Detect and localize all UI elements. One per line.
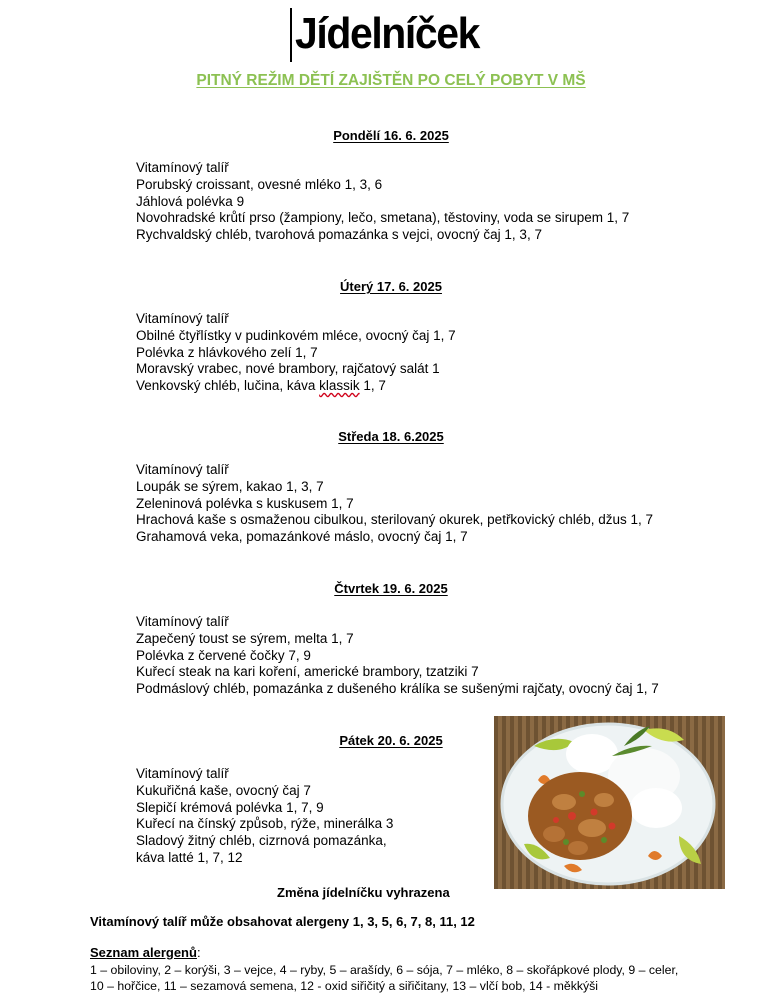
meals-monday xyxy=(136,160,629,244)
allergen-list-line: 1 – obiloviny, 2 – korýši, 3 – vejce, 4 – ryby, 5 – arašídy, 6 – sója, 7 – mléko, 8 – skořápkové plody, 9 – celer, xyxy=(90,963,679,977)
meal-item: Porubský croissant, ovesné mléko 1, 3, 6 xyxy=(136,176,383,192)
meal-item: Moravský vrabec, nové brambory, rajčatový salát 1 xyxy=(136,361,440,377)
meals-wednesday xyxy=(136,462,653,546)
meal-item: Vitamínový talíř xyxy=(136,311,229,326)
meal-item: Slepičí krémová polévka 1, 7, 9 xyxy=(136,799,324,815)
day-heading-wednesday: Středa 18. 6.2025 xyxy=(338,429,444,444)
meal-item: Hrachová kaše s osmaženou cibulkou, sterilovaný okurek, petřkovický chléb, džus 1, 7 xyxy=(136,512,654,528)
spellcheck-marked-word: klassik xyxy=(319,378,360,394)
meal-item: Kukuřičná kaše, ovocný čaj 7 xyxy=(136,782,311,798)
meal-item: Zapečený toust se sýrem, melta 1, 7 xyxy=(136,630,354,646)
meal-item: Vitamínový talíř xyxy=(136,160,229,175)
meal-text: Venkovský chléb, lučina, káva xyxy=(136,378,320,394)
meal-item: Vitamínový talíř xyxy=(136,766,229,781)
meal-item: Novohradské krůtí prso (žampiony, lečo, smetana), těstoviny, voda se sirupem 1, 7 xyxy=(136,210,630,226)
allergen-list-title: Seznam alergenů xyxy=(90,945,197,960)
day-heading-friday: Pátek 20. 6. 2025 xyxy=(339,733,443,748)
meal-item: Vitamínový talíř xyxy=(136,614,229,629)
text-cursor xyxy=(290,8,292,62)
meals-friday xyxy=(136,766,393,867)
food-photo xyxy=(494,716,725,889)
day-heading-thursday: Čtvrtek 19. 6. 2025 xyxy=(334,581,448,596)
day-heading-tuesday: Úterý 17. 6. 2025 xyxy=(340,279,442,294)
drinking-regime-notice: PITNÝ REŽIM DĚTÍ ZAJIŠTĚN PO CELÝ POBYT V MŠ xyxy=(196,72,586,89)
page-title: Jídelníček xyxy=(295,9,479,58)
allergen-list-heading xyxy=(90,945,201,960)
meals-thursday xyxy=(136,614,659,698)
meal-item: Kuřecí steak na kari koření, americké brambory, tzatziki 7 xyxy=(136,664,479,680)
meals-tuesday xyxy=(136,311,456,395)
day-heading-monday: Pondělí 16. 6. 2025 xyxy=(333,128,449,143)
meal-item: Polévka z hlávkového zelí 1, 7 xyxy=(136,344,318,360)
meal-item: Polévka z červené čočky 7, 9 xyxy=(136,647,311,663)
meal-item: Vitamínový talíř xyxy=(136,462,229,477)
allergen-list-colon: : xyxy=(196,945,201,960)
meal-item: Podmáslový chléb, pomazánka z dušeného králíka se sušenými rajčaty, ovocný čaj 1, 7 xyxy=(136,681,659,697)
meal-item: Grahamová veka, pomazánkové máslo, ovocný čaj 1, 7 xyxy=(136,529,468,545)
menu-change-note: Změna jídelníčku vyhrazena xyxy=(277,885,450,900)
meal-item: Obilné čtyřlístky v pudinkovém mléce, ovocný čaj 1, 7 xyxy=(136,327,456,343)
meal-item: Kuřecí na čínský způsob, rýže, minerálka 3 xyxy=(136,816,394,832)
meal-item: Jáhlová polévka 9 xyxy=(136,193,245,209)
meal-text: 1, 7 xyxy=(359,378,386,394)
meal-item: Zeleninová polévka s kuskusem 1, 7 xyxy=(136,495,354,511)
meal-item: káva latté 1, 7, 12 xyxy=(136,849,243,865)
allergen-list-line: 10 – hořčice, 11 – sezamová semena, 12 - oxid siřičitý a siřičitany, 13 – vlčí bob, 14 - měkkýši xyxy=(90,979,599,993)
meal-item: Loupák se sýrem, kakao 1, 3, 7 xyxy=(136,478,324,494)
meal-item xyxy=(136,378,456,395)
meal-item: Sladový žitný chléb, cizrnová pomazánka, xyxy=(136,833,387,849)
vitamin-plate-allergen-note: Vitamínový talíř může obsahovat alergeny 1, 3, 5, 6, 7, 8, 11, 12 xyxy=(90,914,475,929)
meal-item: Rychvaldský chléb, tvarohová pomazánka s vejci, ovocný čaj 1, 3, 7 xyxy=(136,227,542,243)
